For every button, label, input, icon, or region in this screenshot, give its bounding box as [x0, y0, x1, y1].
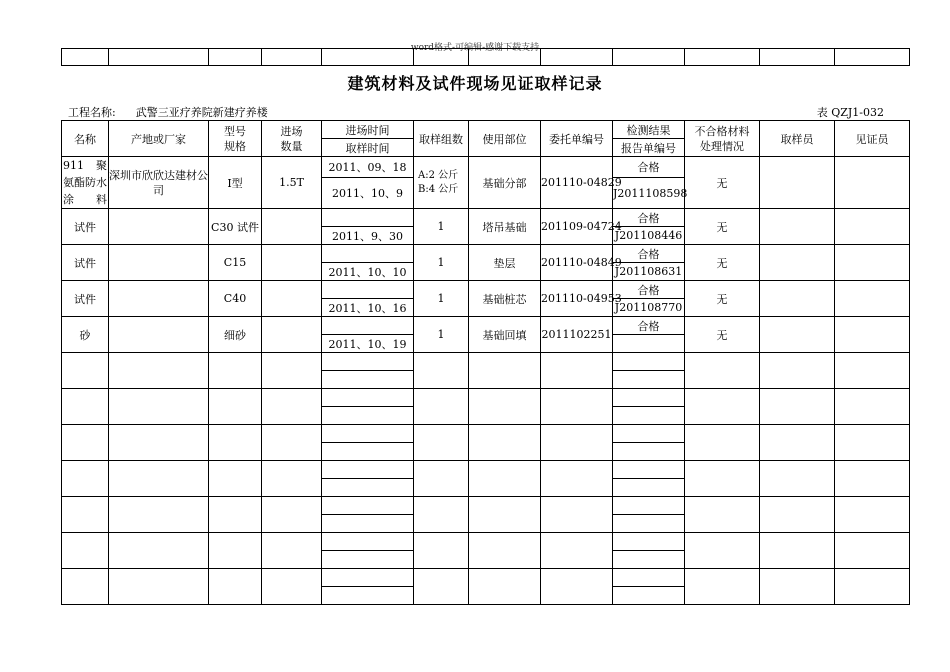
empty-cell — [209, 569, 262, 605]
empty-cell — [613, 497, 685, 515]
cell-result: 合格 — [613, 281, 685, 299]
empty-cell — [414, 389, 469, 425]
empty-cell — [613, 371, 685, 389]
empty-cell — [109, 497, 209, 533]
strip-cell — [62, 49, 109, 66]
empty-cell — [469, 569, 541, 605]
empty-cell — [62, 353, 109, 389]
empty-cell — [613, 389, 685, 407]
empty-cell — [109, 425, 209, 461]
cell-sample-time: 2011、10、10 — [322, 263, 414, 281]
strip-cell — [322, 49, 414, 66]
empty-cell — [760, 569, 835, 605]
empty-cell — [414, 353, 469, 389]
cell-origin — [109, 245, 209, 281]
cell-order-no: 2011102251 — [541, 317, 613, 353]
empty-cell — [613, 515, 685, 533]
project-label: 工程名称: — [68, 106, 116, 119]
empty-cell — [209, 533, 262, 569]
cell-entry-time — [322, 317, 414, 335]
empty-cell — [685, 497, 760, 533]
cell-name: 试件 — [62, 209, 109, 245]
cell-sample-time: 2011、10、16 — [322, 299, 414, 317]
empty-cell — [262, 389, 322, 425]
empty-cell — [262, 425, 322, 461]
cell-origin — [109, 317, 209, 353]
cell-handling: 无 — [685, 281, 760, 317]
cell-entry-time — [322, 245, 414, 263]
empty-cell — [322, 371, 414, 389]
empty-cell — [760, 353, 835, 389]
cell-witness — [835, 245, 910, 281]
empty-cell — [322, 551, 414, 569]
empty-cell — [835, 389, 910, 425]
cell-handling: 无 — [685, 209, 760, 245]
strip-cell — [109, 49, 209, 66]
empty-cell — [541, 569, 613, 605]
header-result: 检测结果 — [613, 121, 685, 139]
empty-cell — [109, 461, 209, 497]
cell-groups: 1 — [414, 209, 469, 245]
cell-groups: 1 — [414, 245, 469, 281]
empty-cell — [209, 389, 262, 425]
empty-cell — [835, 353, 910, 389]
cell-witness — [835, 281, 910, 317]
header-order-no: 委托单编号 — [541, 121, 613, 157]
empty-cell — [469, 425, 541, 461]
empty-cell — [62, 497, 109, 533]
empty-cell — [262, 569, 322, 605]
cell-handling: 无 — [685, 157, 760, 209]
cell-qty — [262, 317, 322, 353]
watermark-text: word格式-可编辑-感谢下载支持 — [410, 43, 540, 53]
cell-witness — [835, 157, 910, 209]
header-qty: 进场数量 — [262, 121, 322, 157]
empty-cell — [613, 551, 685, 569]
empty-cell — [613, 533, 685, 551]
empty-cell — [109, 353, 209, 389]
header-origin: 产地或厂家 — [109, 121, 209, 157]
cell-groups: A:2 公斤 B:4 公斤 — [414, 157, 469, 209]
empty-cell — [685, 425, 760, 461]
empty-cell — [541, 461, 613, 497]
header-report-no: 报告单编号 — [613, 139, 685, 157]
empty-cell — [209, 425, 262, 461]
cell-sampler — [760, 209, 835, 245]
empty-cell — [541, 389, 613, 425]
header-groups: 取样组数 — [414, 121, 469, 157]
cell-qty: 1.5T — [262, 157, 322, 209]
empty-cell — [322, 353, 414, 371]
table-row — [62, 209, 910, 227]
empty-cell — [835, 533, 910, 569]
cell-sampler — [760, 245, 835, 281]
empty-cell — [414, 569, 469, 605]
cell-sample-time: 2011、9、30 — [322, 227, 414, 245]
cell-report-no: J201108770 — [613, 299, 685, 317]
empty-cell — [322, 569, 414, 587]
empty-cell — [62, 569, 109, 605]
empty-cell — [262, 353, 322, 389]
cell-report-no: J201108446 — [613, 227, 685, 245]
cell-result: 合格 — [613, 157, 685, 178]
empty-row — [62, 461, 910, 479]
cell-name: 911 聚氨酯防水涂料 — [62, 157, 109, 209]
empty-cell — [613, 443, 685, 461]
empty-cell — [541, 353, 613, 389]
empty-cell — [835, 461, 910, 497]
cell-sampler — [760, 317, 835, 353]
header-nonconform: 不合格材料处理情况 — [685, 121, 760, 157]
strip-cell — [760, 49, 835, 66]
cell-location: 基础回填 — [469, 317, 541, 353]
cell-handling: 无 — [685, 245, 760, 281]
empty-cell — [62, 425, 109, 461]
empty-row — [62, 425, 910, 443]
cell-qty — [262, 245, 322, 281]
header-sample-time: 取样时间 — [322, 139, 414, 157]
empty-cell — [62, 461, 109, 497]
cell-model: 细砂 — [209, 317, 262, 353]
empty-row — [62, 389, 910, 407]
strip-cell — [541, 49, 613, 66]
empty-cell — [322, 587, 414, 605]
empty-cell — [685, 533, 760, 569]
strip-cell — [685, 49, 760, 66]
cell-handling: 无 — [685, 317, 760, 353]
cell-result: 合格 — [613, 245, 685, 263]
empty-cell — [322, 389, 414, 407]
empty-row — [62, 353, 910, 371]
empty-cell — [613, 569, 685, 587]
cell-witness — [835, 317, 910, 353]
cell-location: 基础分部 — [469, 157, 541, 209]
strip-cell — [835, 49, 910, 66]
empty-cell — [835, 569, 910, 605]
empty-cell — [322, 425, 414, 443]
cell-witness — [835, 209, 910, 245]
cell-location: 垫层 — [469, 245, 541, 281]
header-name: 名称 — [62, 121, 109, 157]
strip-cell — [414, 49, 469, 66]
header-model: 型号规格 — [209, 121, 262, 157]
empty-cell — [414, 497, 469, 533]
empty-row — [62, 533, 910, 551]
cell-sample-time: 2011、10、9 — [322, 178, 414, 209]
empty-cell — [685, 353, 760, 389]
cell-model: Ⅰ型 — [209, 157, 262, 209]
empty-cell — [835, 497, 910, 533]
empty-cell — [322, 479, 414, 497]
project-name: 武警三亚疗养院新建疗养楼 — [135, 106, 268, 119]
empty-cell — [835, 425, 910, 461]
empty-cell — [62, 533, 109, 569]
cell-model: C30 试件 — [209, 209, 262, 245]
cell-order-no: 201109-04724 — [541, 209, 613, 245]
header-row — [62, 121, 910, 139]
empty-cell — [760, 389, 835, 425]
empty-cell — [760, 425, 835, 461]
empty-cell — [541, 533, 613, 569]
form-number: 表 QZJ1-032 — [816, 106, 884, 119]
cell-order-no: 201110-04829 — [541, 157, 613, 209]
cell-entry-time — [322, 281, 414, 299]
empty-cell — [62, 389, 109, 425]
header-entry-time: 进场时间 — [322, 121, 414, 139]
cell-groups: 1 — [414, 317, 469, 353]
empty-cell — [414, 533, 469, 569]
form-title: 建筑材料及试件现场见证取样记录 — [347, 74, 603, 93]
empty-cell — [209, 353, 262, 389]
strip-cell — [262, 49, 322, 66]
empty-cell — [109, 569, 209, 605]
cell-order-no: 201110-04953 — [541, 281, 613, 317]
empty-cell — [685, 461, 760, 497]
empty-cell — [109, 533, 209, 569]
cell-origin: 深圳市欣欣达建材公司 — [109, 157, 209, 209]
cell-report-no — [613, 335, 685, 353]
strip-cell — [613, 49, 685, 66]
empty-cell — [469, 497, 541, 533]
empty-cell — [613, 479, 685, 497]
cell-report-no: J2011108598 — [613, 178, 685, 209]
empty-cell — [262, 461, 322, 497]
table-row — [62, 245, 910, 263]
empty-cell — [109, 389, 209, 425]
cell-qty — [262, 209, 322, 245]
cell-sample-time: 2011、10、19 — [322, 335, 414, 353]
empty-cell — [322, 407, 414, 425]
cell-location: 基础桩芯 — [469, 281, 541, 317]
cell-model: C40 — [209, 281, 262, 317]
cell-location: 塔吊基础 — [469, 209, 541, 245]
cell-result: 合格 — [613, 317, 685, 335]
empty-cell — [322, 515, 414, 533]
empty-cell — [760, 533, 835, 569]
empty-cell — [322, 497, 414, 515]
empty-cell — [613, 425, 685, 443]
empty-cell — [469, 353, 541, 389]
table-row — [62, 317, 910, 335]
empty-cell — [322, 443, 414, 461]
empty-row — [62, 497, 910, 515]
empty-cell — [262, 533, 322, 569]
cell-entry-time — [322, 209, 414, 227]
table-row — [62, 281, 910, 299]
empty-cell — [209, 497, 262, 533]
empty-cell — [613, 461, 685, 479]
empty-cell — [613, 407, 685, 425]
empty-cell — [685, 389, 760, 425]
cell-origin — [109, 209, 209, 245]
cell-name: 试件 — [62, 281, 109, 317]
cell-sampler — [760, 157, 835, 209]
cell-entry-time: 2011、09、18 — [322, 157, 414, 178]
header-sampler: 取样员 — [760, 121, 835, 157]
cell-result: 合格 — [613, 209, 685, 227]
empty-cell — [469, 389, 541, 425]
cell-sampler — [760, 281, 835, 317]
cell-groups: 1 — [414, 281, 469, 317]
empty-cell — [322, 533, 414, 551]
header-witness: 见证员 — [835, 121, 910, 157]
cell-report-no: J201108631 — [613, 263, 685, 281]
empty-cell — [322, 461, 414, 479]
project-info — [68, 104, 268, 120]
empty-cell — [469, 461, 541, 497]
empty-cell — [541, 497, 613, 533]
strip-cell — [209, 49, 262, 66]
empty-cell — [685, 569, 760, 605]
table-row — [62, 157, 910, 178]
empty-cell — [414, 461, 469, 497]
empty-cell — [760, 497, 835, 533]
top-blank-strip — [61, 48, 910, 66]
empty-cell — [541, 425, 613, 461]
cell-name: 试件 — [62, 245, 109, 281]
empty-row — [62, 569, 910, 587]
header-location: 使用部位 — [469, 121, 541, 157]
cell-name: 砂 — [62, 317, 109, 353]
empty-cell — [613, 587, 685, 605]
strip-cell — [469, 49, 541, 66]
record-table — [61, 120, 910, 605]
empty-cell — [613, 353, 685, 371]
cell-qty — [262, 281, 322, 317]
cell-origin — [109, 281, 209, 317]
empty-cell — [469, 533, 541, 569]
empty-cell — [209, 461, 262, 497]
cell-order-no: 201110-04849 — [541, 245, 613, 281]
empty-cell — [414, 425, 469, 461]
empty-cell — [760, 461, 835, 497]
empty-cell — [262, 497, 322, 533]
cell-model: C15 — [209, 245, 262, 281]
